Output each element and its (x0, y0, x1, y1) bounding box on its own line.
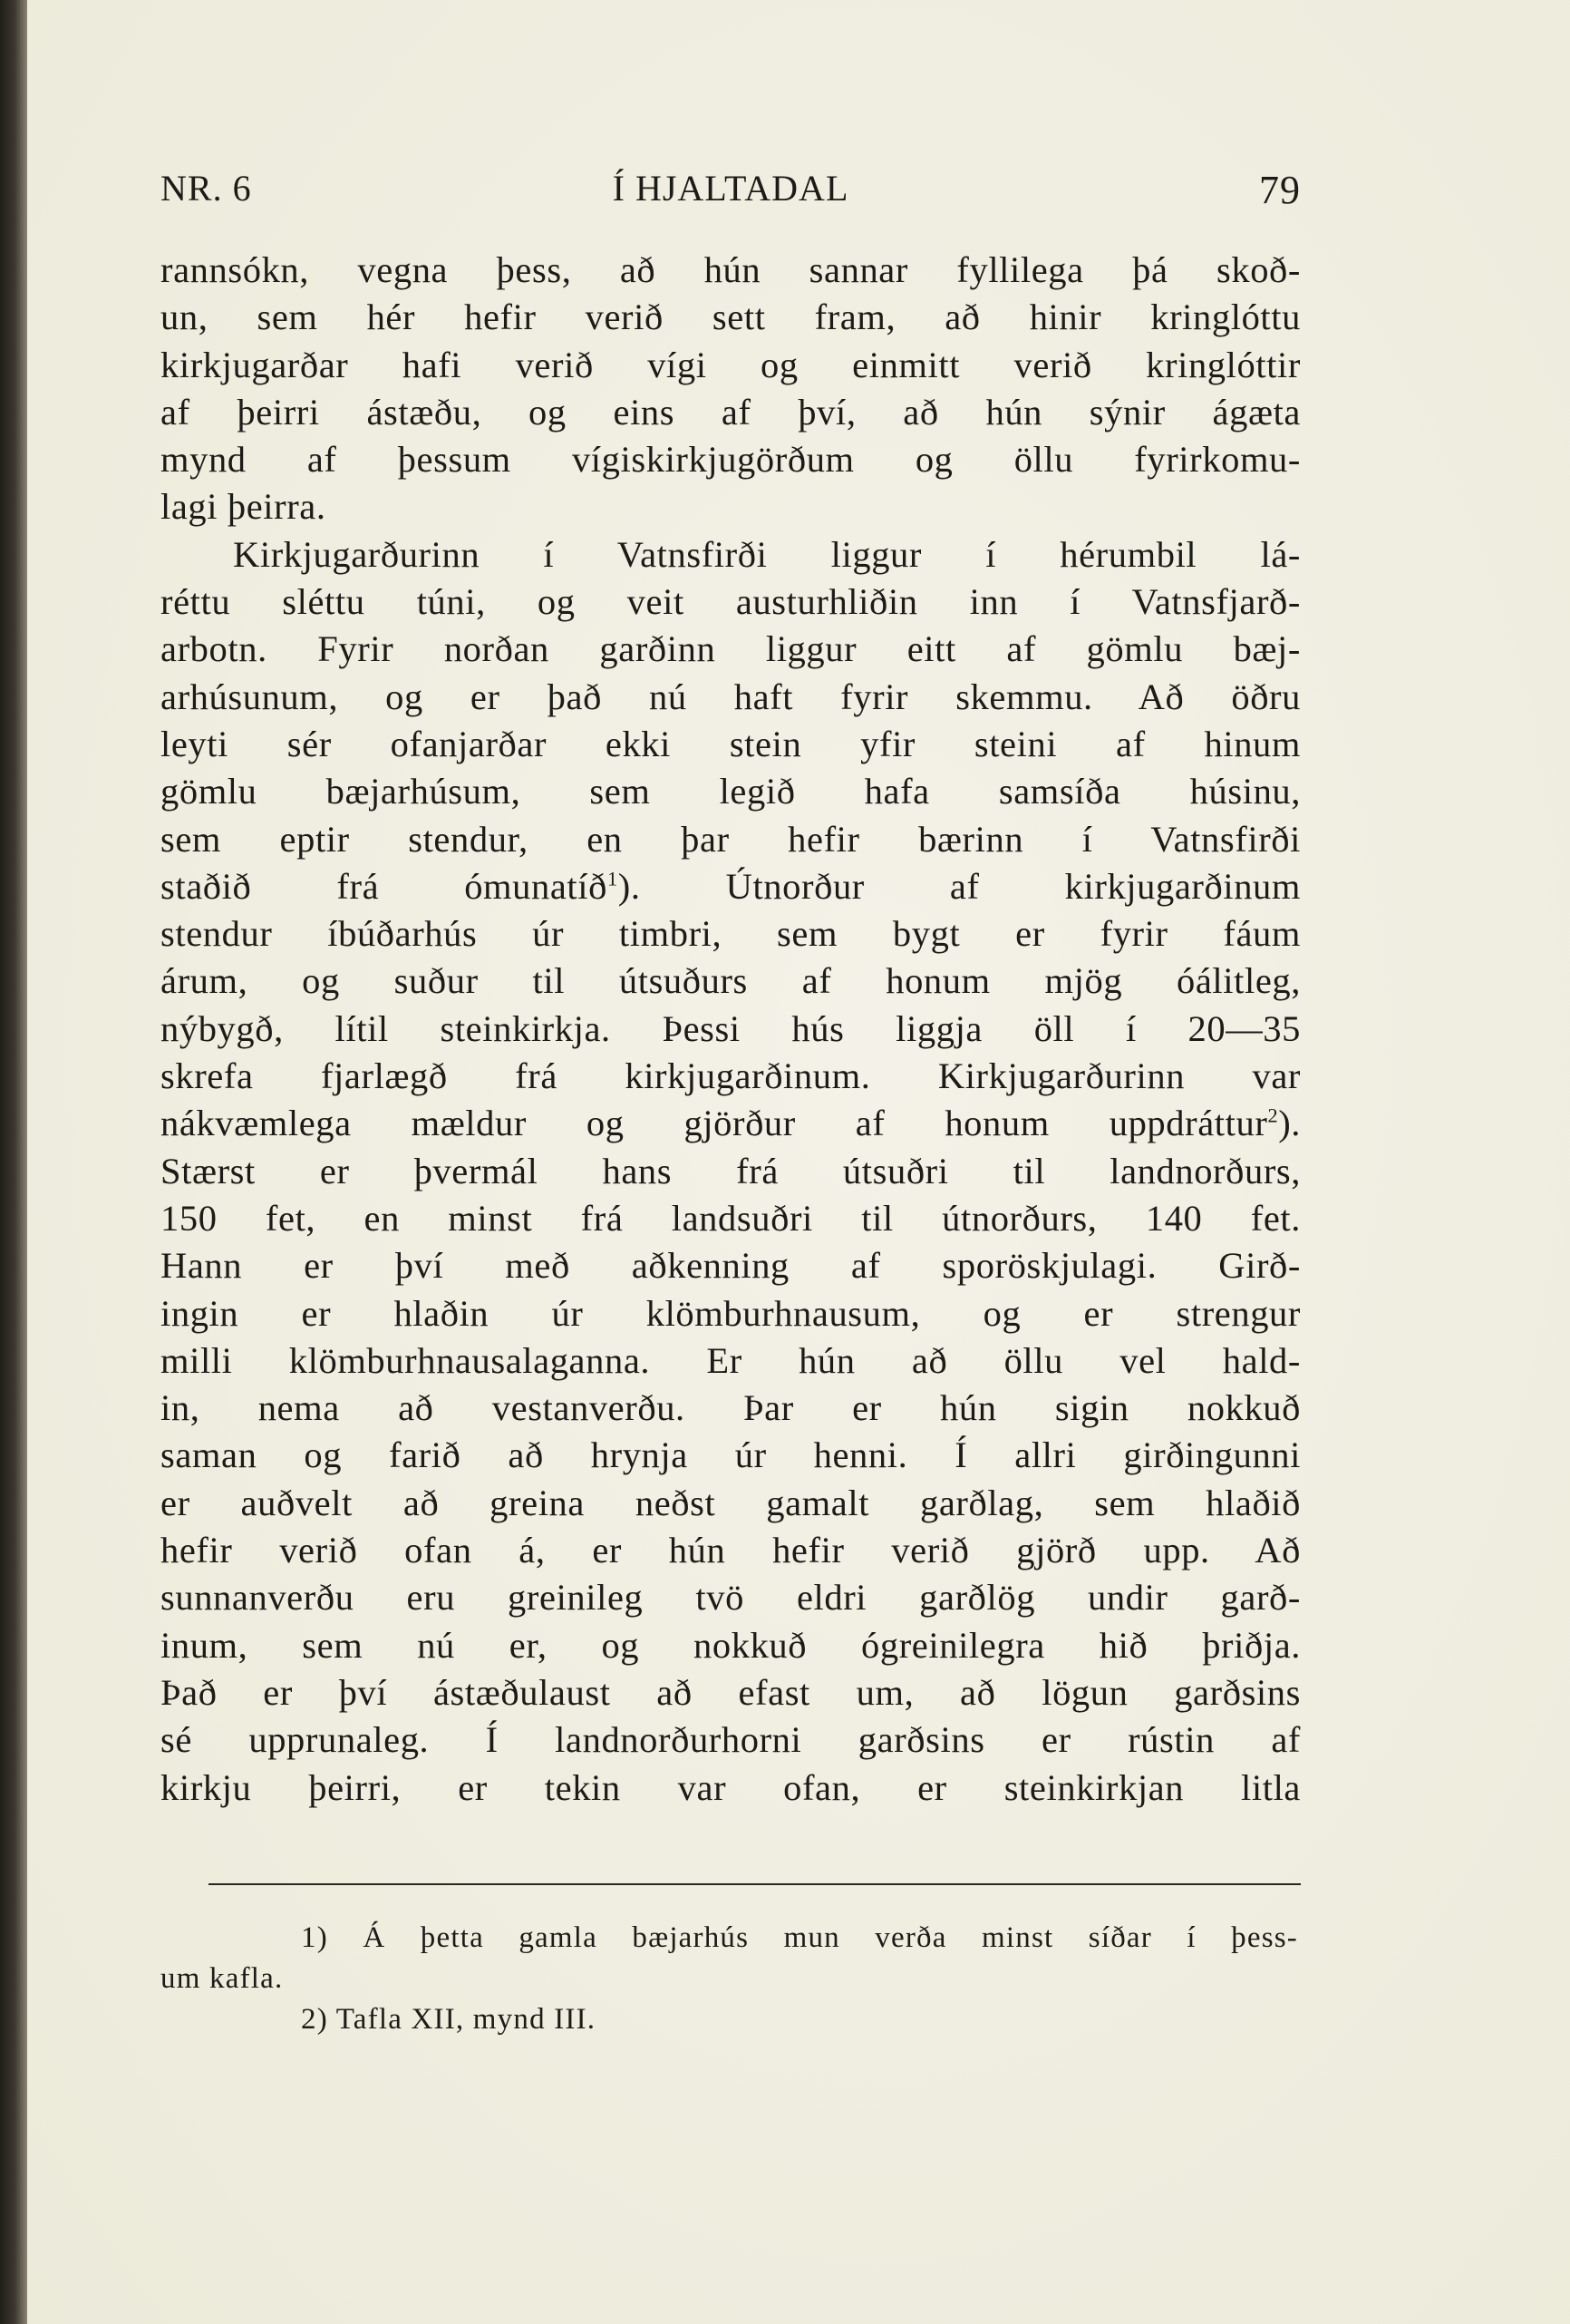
text-line: sunnanverðu eru greinileg tvö eldri garðlög undir garð- (160, 1577, 1301, 1619)
text-line: 150 fet, en minst frá landsuðri til útnorðurs, 140 fet. (160, 1197, 1301, 1239)
book-page (27, 0, 1570, 2324)
footnote-ref-1: 1 (607, 867, 618, 890)
text-segment: staðið frá ómunatíð (160, 865, 607, 907)
page-number: 79 (1259, 168, 1301, 212)
text-line: nýbygð, lítil steinkirkja. Þessi hús liggja öll í 20—35 (160, 1007, 1301, 1049)
running-header (160, 167, 1301, 221)
text-line-with-footnote-ref (160, 863, 1301, 910)
text-line: réttu sléttu túni, og veit austurhliðin inn í Vatnsfjarð- (160, 581, 1301, 623)
text-line: Hann er því með aðkenning af sporöskjulagi. Girð- (160, 1245, 1301, 1287)
text-line: af þeirri ástæðu, og eins af því, að hún sýnir ágæta (160, 391, 1301, 433)
body-text (160, 247, 1301, 1812)
text-line: lagi þeirra. (160, 486, 326, 528)
text-line: inum, sem nú er, og nokkuð ógreinilegra hið þriðja. (160, 1624, 1301, 1666)
footnote-1-continuation: um kafla. (160, 1962, 284, 1995)
text-line: skrefa fjarlægð frá kirkjugarðinum. Kirkjugarðurinn var (160, 1055, 1301, 1097)
text-line: mynd af þessum vígiskirkjugörðum og öllu fyrirkomu- (160, 439, 1301, 481)
text-line: ingin er hlaðin úr klömburhnausum, og er strengur (160, 1292, 1301, 1334)
footnotes (160, 1918, 1301, 2040)
footnote-1: 1) Á þetta gamla bæjarhús mun verða minst síðar í þess- (301, 1921, 1298, 1954)
text-line: kirkjugarðar hafi verið vígi og einmitt verið kringlóttir (160, 344, 1301, 385)
issue-number: NR. 6 (160, 168, 252, 209)
text-line: arhúsunum, og er það nú haft fyrir skemmu. Að öðru (160, 676, 1301, 717)
text-segment: ). (1278, 1103, 1301, 1144)
running-title: Í HJALTADAL (612, 168, 849, 209)
book-spine-shadow (0, 0, 27, 2324)
text-line-with-footnote-ref (160, 1100, 1301, 1147)
text-line: rannsókn, vegna þess, að hún sannar fyllilega þá skoð- (160, 249, 1301, 290)
text-line: sem eptir stendur, en þar hefir bærinn í Vatnsfirði (160, 818, 1301, 860)
text-line: in, nema að vestanverðu. Þar er hún sigin nokkuð (160, 1387, 1301, 1429)
text-line: hefir verið ofan á, er hún hefir verið gjörð upp. Að (160, 1530, 1301, 1571)
footnote-ref-2: 2 (1267, 1104, 1279, 1127)
text-line: sé upprunaleg. Í landnorðurhorni garðsins er rústin af (160, 1719, 1301, 1761)
text-line: milli klömburhnausalaganna. Er hún að öllu vel hald- (160, 1339, 1301, 1381)
text-line: stendur íbúðarhús úr timbri, sem bygt er fyrir fáum (160, 913, 1301, 955)
text-line: kirkju þeirri, er tekin var ofan, er steinkirkjan litla (160, 1766, 1301, 1808)
text-line: árum, og suður til útsuðurs af honum mjög óálitleg, (160, 960, 1301, 1002)
text-line: leyti sér ofanjarðar ekki stein yfir steini af hinum (160, 723, 1301, 764)
text-segment: ). Útnorður af kirkjugarðinum (617, 865, 1302, 907)
text-line: Það er því ástæðulaust að efast um, að lögun garðsins (160, 1671, 1301, 1713)
text-line: Stærst er þvermál hans frá útsuðri til landnorðurs, (160, 1150, 1301, 1191)
text-line: gömlu bæjarhúsum, sem legið hafa samsíða húsinu, (160, 771, 1301, 812)
text-line: saman og farið að hrynja úr henni. Í allri girðingunni (160, 1434, 1301, 1476)
footnote-2: 2) Tafla XII, mynd III. (301, 2003, 596, 2036)
text-line: un, sem hér hefir verið sett fram, að hinir kringlóttu (160, 297, 1301, 338)
text-segment: nákvæmlega mældur og gjörður af honum uppdráttur (160, 1103, 1268, 1144)
text-line: arbotn. Fyrir norðan garðinn liggur eitt af gömlu bæj- (160, 628, 1301, 670)
text-line: er auðvelt að greina neðst gamalt garðlag, sem hlaðið (160, 1482, 1301, 1523)
footnote-divider (208, 1883, 1301, 1885)
paragraph-start-line: Kirkjugarðurinn í Vatnsfirði liggur í hérumbil lá- (233, 533, 1301, 575)
